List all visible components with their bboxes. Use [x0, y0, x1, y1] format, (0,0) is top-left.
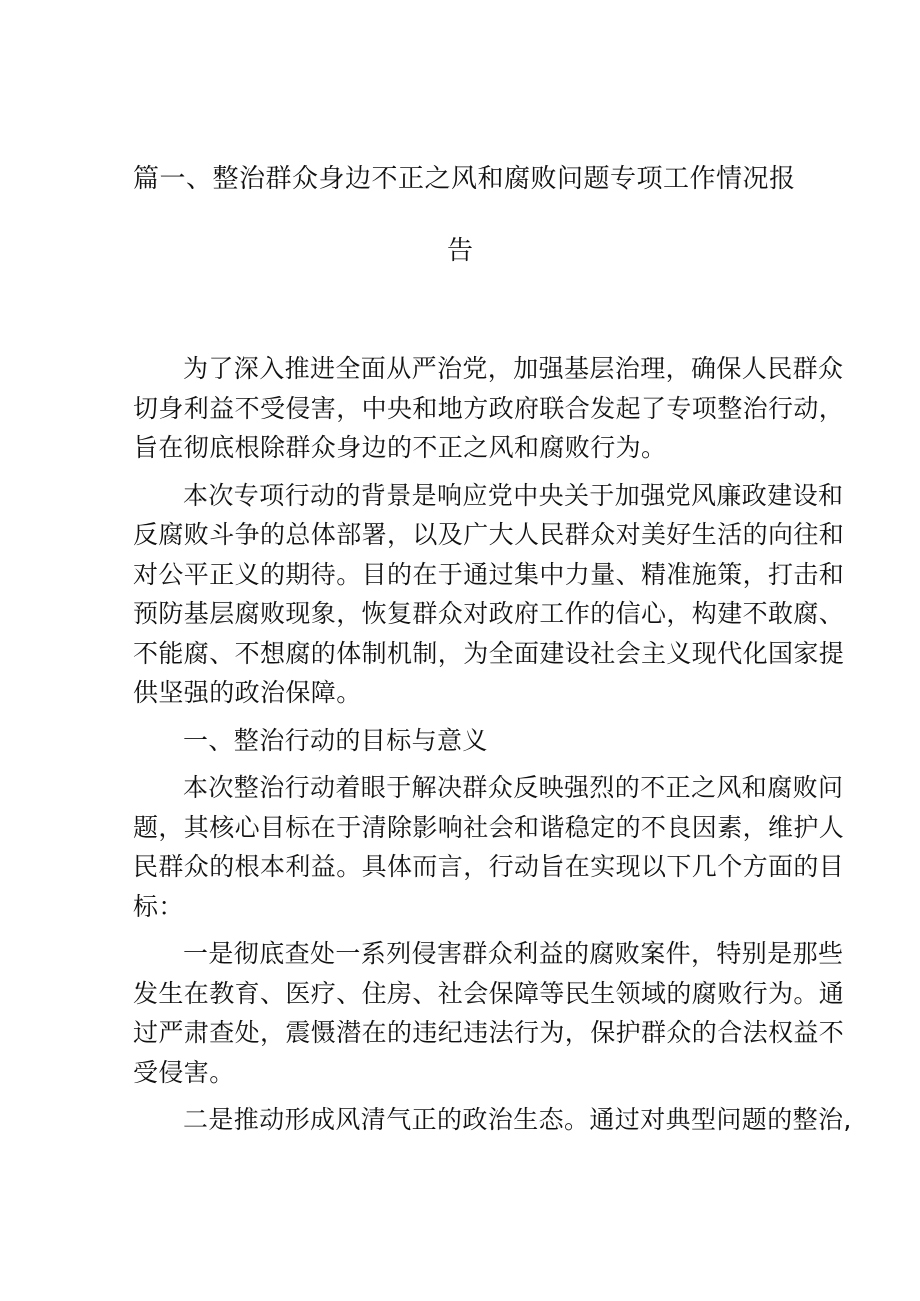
paragraph-line: 本次整治行动着眼于解决群众反映强烈的不正之风和腐败问: [183, 773, 844, 802]
document-title-line-1: 篇一、整治群众身边不正之风和腐败问题专项工作情况报: [133, 164, 796, 194]
paragraph-line: 受侵害。: [133, 1057, 235, 1087]
paragraph-line: 切身利益不受侵害，中央和地方政府联合发起了专项整治行动，: [133, 393, 845, 423]
paragraph-line: 题，其核心目标在于清除影响社会和谐稳定的不良因素，维护人: [133, 812, 845, 842]
paragraph-line: 本次专项行动的背景是响应党中央关于加强党风廉政建设和: [183, 480, 844, 510]
paragraph-gap: [133, 926, 789, 934]
section-heading-1: [133, 721, 789, 761]
paragraph-gap: [133, 1092, 789, 1100]
document-title-line-2: 告: [446, 236, 473, 266]
paragraph-line: 发生在教育、医疗、住房、社会保障等民生领域的腐败行为。通: [133, 978, 845, 1008]
section-heading-text: 一、整治行动的目标与意义: [183, 725, 488, 755]
paragraph-line: 供坚强的政治保障。: [133, 678, 362, 707]
paragraph-2: [133, 476, 845, 713]
paragraph-1: [133, 349, 845, 468]
paragraph-line: 民群众的根本利益。具体而言，行动旨在实现以下几个方面的目: [133, 852, 845, 881]
paragraph-gap: [133, 468, 789, 476]
paragraph-5: [133, 1100, 852, 1140]
paragraph-line: 为了深入推进全面从严治党，加强基层治理，确保人民群众: [183, 354, 844, 383]
paragraph-line: 一是彻底查处一系列侵害群众利益的腐败案件，特别是那些: [183, 939, 844, 968]
paragraph-line: 过严肃查处，震慑潜在的违纪违法行为，保护群众的合法权益不: [133, 1018, 845, 1047]
paragraph-line: 不能腐、不想腐的体制机制，为全面建设社会主义现代化国家提: [133, 638, 845, 668]
paragraph-line: 旨在彻底根除群众身边的不正之风和腐败行为。: [133, 433, 667, 462]
paragraph-line: 预防基层腐败现象，恢复群众对政府工作的信心，构建不敢腐、: [133, 599, 845, 628]
paragraph-line: 反腐败斗争的总体部署，以及广大人民群众对美好生活的向往和: [133, 520, 845, 549]
paragraph-line: 对公平正义的期待。目的在于通过集中力量、精准施策，打击和: [133, 559, 845, 589]
paragraph-gap: [133, 713, 789, 721]
paragraph-line: 标：: [133, 891, 184, 921]
paragraph-4: [133, 934, 845, 1092]
paragraph-3: [133, 768, 845, 926]
document-body: [133, 349, 852, 1140]
paragraph-line: 二是推动形成风清气正的政治生态。通过对典型问题的整治,: [183, 1105, 852, 1134]
paragraph-gap: [133, 760, 789, 768]
